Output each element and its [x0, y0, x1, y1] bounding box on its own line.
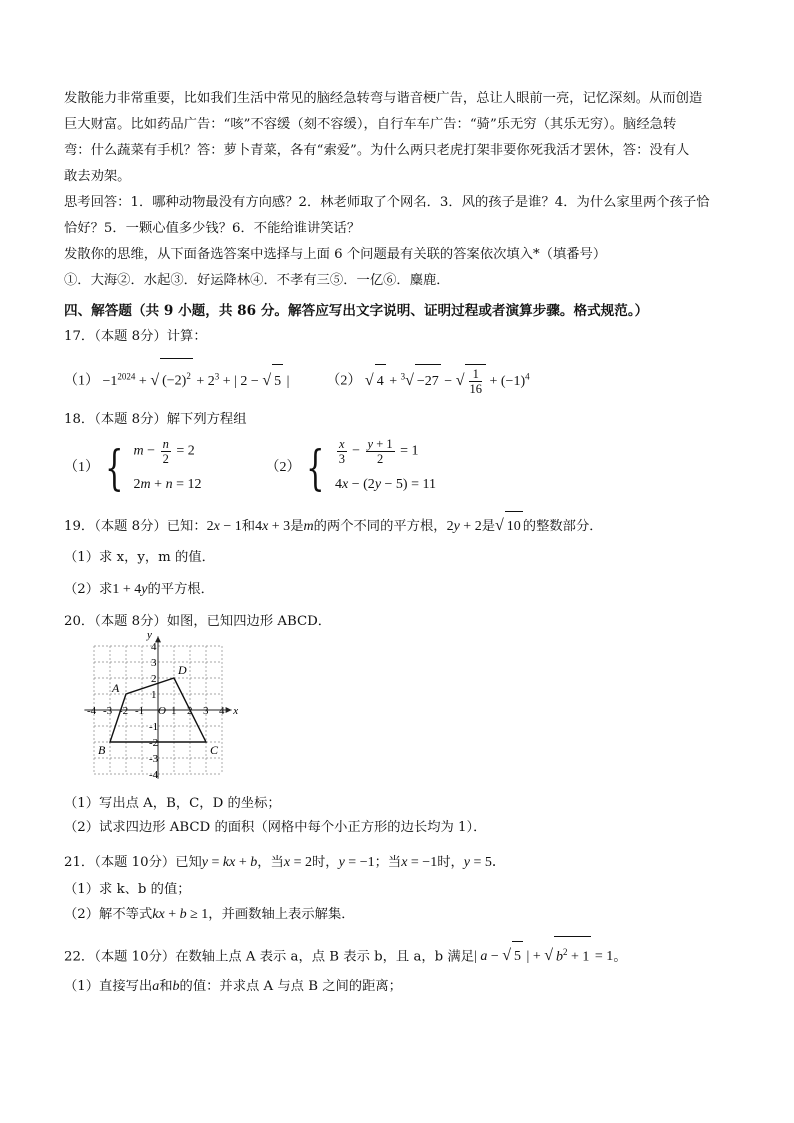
q18-system-2: { $\frac{x}{3}$ − $\frac{y + 1}{2}$ = 1 4x − (2y − 5) = 11	[306, 437, 436, 496]
q17-head: 17．（本题 8分）计算：	[64, 329, 207, 344]
y-tick-label: 4	[151, 640, 157, 653]
x-tick-label: 3	[203, 704, 209, 717]
coordinate-grid	[70, 628, 744, 788]
think-line-2: 恰好？5．一颗心值多少钱？6．不能给谁讲笑话？	[64, 221, 361, 236]
q22-head: 22．（本题 10分）在数轴上点 A 表示 a，点 B 表示 b，且 a，b 满足| a − √ 5 | + √ $b^2 + 1 = 1$。	[64, 936, 744, 973]
q19-sub1: （1）求 x，y，m 的值．	[64, 549, 215, 565]
y-tick-label: -2	[149, 736, 159, 749]
x-tick-label: -2	[119, 704, 129, 717]
q21-sub1: （1）求 k、b 的值；	[64, 881, 191, 897]
x-axis-label: x	[233, 704, 239, 717]
q17-expressions	[64, 358, 744, 399]
q20-sub1: （1）写出点 A，B，C，D 的坐标；	[64, 795, 281, 811]
vertex-label: C	[210, 742, 219, 757]
vertex-label: D	[178, 662, 187, 677]
q17-part1-expr: $-1^{2024}$ + √ $(-2)^2 + 2^3$ + | 2 − √ 5 |	[103, 374, 290, 389]
q22-sub1: （1）直接写出a和b的值：并求点 A 与点 B 之间的距离；	[64, 979, 402, 995]
x-axis-arrow-icon	[226, 707, 232, 713]
x-tick-label: -3	[103, 704, 113, 717]
section-4-title: 四、解答题（共 9 小题，共 86 分。解答应写出文字说明、证明过程或者演算步骤。格式规范。）	[64, 303, 649, 319]
q19-head: 19．（本题 8分）已知：2x − 1和4x + 3是m的两个不同的平方根，2y + 2是√ 10 的整数部分．	[64, 511, 744, 542]
intro-line-3: 弯：什么蔬菜有手机？答：萝卜青菜，各有“索爱”。为什么两只老虎打架非要你死我活才罢休，答：没有人	[64, 143, 690, 158]
q19-sub2: （2）求1 + 4y的平方根．	[64, 581, 214, 597]
y-tick-label: 1	[151, 688, 157, 701]
q17-part2-expr: √ 4 + $^3$√ −27 − √ $\frac{1}{16}$ + $(-1)^4$	[365, 374, 530, 389]
y-tick-label: -3	[149, 752, 159, 765]
x-tick-label: -4	[87, 704, 97, 717]
instruction-line: 发散你的思维，从下面备选答案中选择与上面 6 个问题最有关联的答案依次填入*（填番号）	[64, 247, 607, 262]
x-tick-label: O	[158, 704, 166, 717]
y-tick-label: -4	[149, 768, 159, 781]
q18-part2-label: （2）	[265, 459, 301, 475]
x-tick-label: 2	[187, 704, 193, 717]
x-tick-label: 4	[219, 704, 225, 717]
q21-sub2: （2）解不等式kx + b ≥ 1，并画数轴上表示解集．	[64, 906, 355, 922]
q18-part1-label: （1）	[64, 459, 99, 475]
vertex-label: A	[112, 680, 120, 695]
y-axis-label: y	[147, 628, 152, 641]
exam-page	[64, 86, 744, 1002]
brace-icon: {	[105, 439, 124, 496]
vertex-label: B	[98, 742, 106, 757]
y-tick-label: 3	[151, 656, 157, 669]
y-tick-label: -1	[149, 720, 159, 733]
q18-head: 18．（本题 8分）解下列方程组	[64, 411, 247, 427]
brace-icon: {	[306, 439, 325, 496]
options-line: ①．大海②．水起③．好运降林④．不孝有三⑤．一亿⑥．麋鹿．	[64, 273, 450, 288]
coordinate-grid-svg	[70, 628, 270, 784]
q17-part2-label: （2）	[326, 373, 362, 389]
y-tick-label: 2	[151, 672, 157, 685]
q20-sub2: （2）试求四边形 ABCD 的面积（网格中每个小正方形的边长均为 1）．	[64, 819, 487, 835]
intro-line-4: 敢去劝架。	[64, 169, 131, 184]
think-line-1: 思考回答：1．哪种动物最没有方向感？2．林老师取了个网名．3．风的孩子是谁？4．为什么家里两个孩子恰	[64, 195, 710, 210]
q21-head: 21．（本题 10分）已知y = kx + b，当x = 2时，y = −1；当x = −1时，y = 5．	[64, 854, 506, 870]
intro-line-2: 巨大财富。比如药品广告：“咳”不容缓（刻不容缓），自行车车广告：“骑”乐无穷（其乐无穷）。脑经急转	[64, 117, 677, 132]
intro-line-1: 发散能力非常重要，比如我们生活中常见的脑经急转弯与谐音梗广告，总让人眼前一亮，记忆深刻。从而创造	[64, 91, 703, 106]
q18-systems	[64, 433, 744, 503]
q17-part1-label: （1）	[64, 373, 99, 389]
x-tick-label: 1	[171, 704, 177, 717]
q18-system-1: { m − $\frac{n}{2}$ = 2 2m + n = 12	[105, 437, 202, 496]
q20-head: 20．（本题 8分）如图，已知四边形 ABCD．	[64, 613, 332, 629]
x-tick-label: -1	[135, 704, 145, 717]
